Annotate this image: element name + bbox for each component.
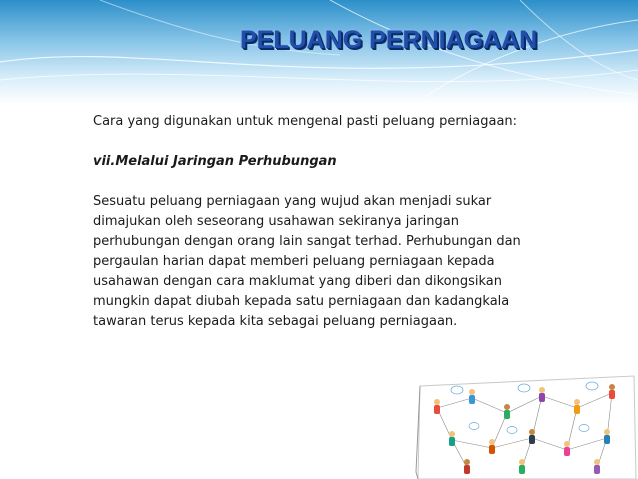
body-paragraph: Sesuatu peluang perniagaan yang wujud akan menjadi sukar dimajukan oleh seseorang usahawan sekiranya jaringan perhubungan dengan orang lain sangat terhad. Perhubungan dan pergaulan harian dapat memberi peluang perniagaan kepada usahawan dengan cara maklumat yang diberi dan dikongsikan mungkin dapat diubah kepada satu perniagaan dan kadangkala tawaran terus kepada kita sebagai peluang perniagaan. [93,194,521,329]
social-network-people-icon [412,368,638,479]
slide-title: PELUANG PERNIAGAAN [240,26,538,54]
subheading: vii.Melalui Jaringan Perhubungan [93,154,337,169]
slide-body [93,112,523,332]
intro-text: Cara yang digunakan untuk mengenal pasti peluang perniagaan: [93,114,518,129]
